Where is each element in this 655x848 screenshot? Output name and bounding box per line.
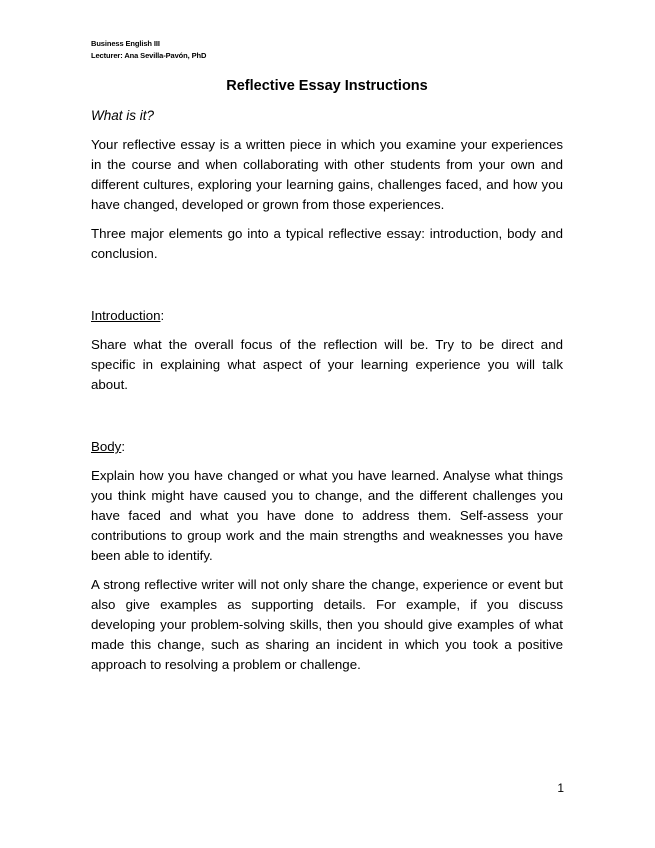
body-heading-text: Body xyxy=(91,439,122,454)
lecturer-name: Lecturer: Ana Sevilla-Pavón, PhD xyxy=(91,51,207,60)
page-header xyxy=(91,38,206,62)
what-is-it-heading: What is it? xyxy=(91,108,155,123)
what-is-it-paragraph-2: Three major elements go into a typical reflective essay: introduction, body and conclusion. xyxy=(91,226,563,261)
body-heading xyxy=(91,437,563,457)
page-number: 1 xyxy=(557,781,564,795)
document-title: Reflective Essay Instructions xyxy=(226,78,428,94)
document-body xyxy=(91,106,563,684)
body-heading-colon: : xyxy=(121,439,126,454)
what-is-it-paragraph-1: Your reflective essay is a written piece in which you examine your experiences in the course and when collaborating with other students from your own and different cultures, exploring your learning gains, challenges faced, and how you have changed, developed or grown from those experiences. xyxy=(91,137,563,212)
body-paragraph-1: Explain how you have changed or what you have learned. Analyse what things you think might have caused you to change, and the different challenges you have faced and what you have done to address them. Self-assess your contributions to group work and the main strengths and weaknesses you have been able to identify. xyxy=(91,468,563,563)
introduction-heading xyxy=(91,306,563,326)
introduction-heading-colon: : xyxy=(160,308,165,323)
body-paragraph-2: A strong reflective writer will not only share the change, experience or event but also give examples as supporting details. For example, if you discuss developing your problem-solving skills, then you should give examples of what made this change, such as sharing an incident in which you took a positive approach to resolving a problem or challenge. xyxy=(91,577,563,672)
course-name: Business English III xyxy=(91,39,160,48)
introduction-paragraph: Share what the overall focus of the reflection will be. Try to be direct and specific in explaining what aspect of your learning experience you will talk about. xyxy=(91,337,563,392)
introduction-heading-text: Introduction xyxy=(91,308,161,323)
